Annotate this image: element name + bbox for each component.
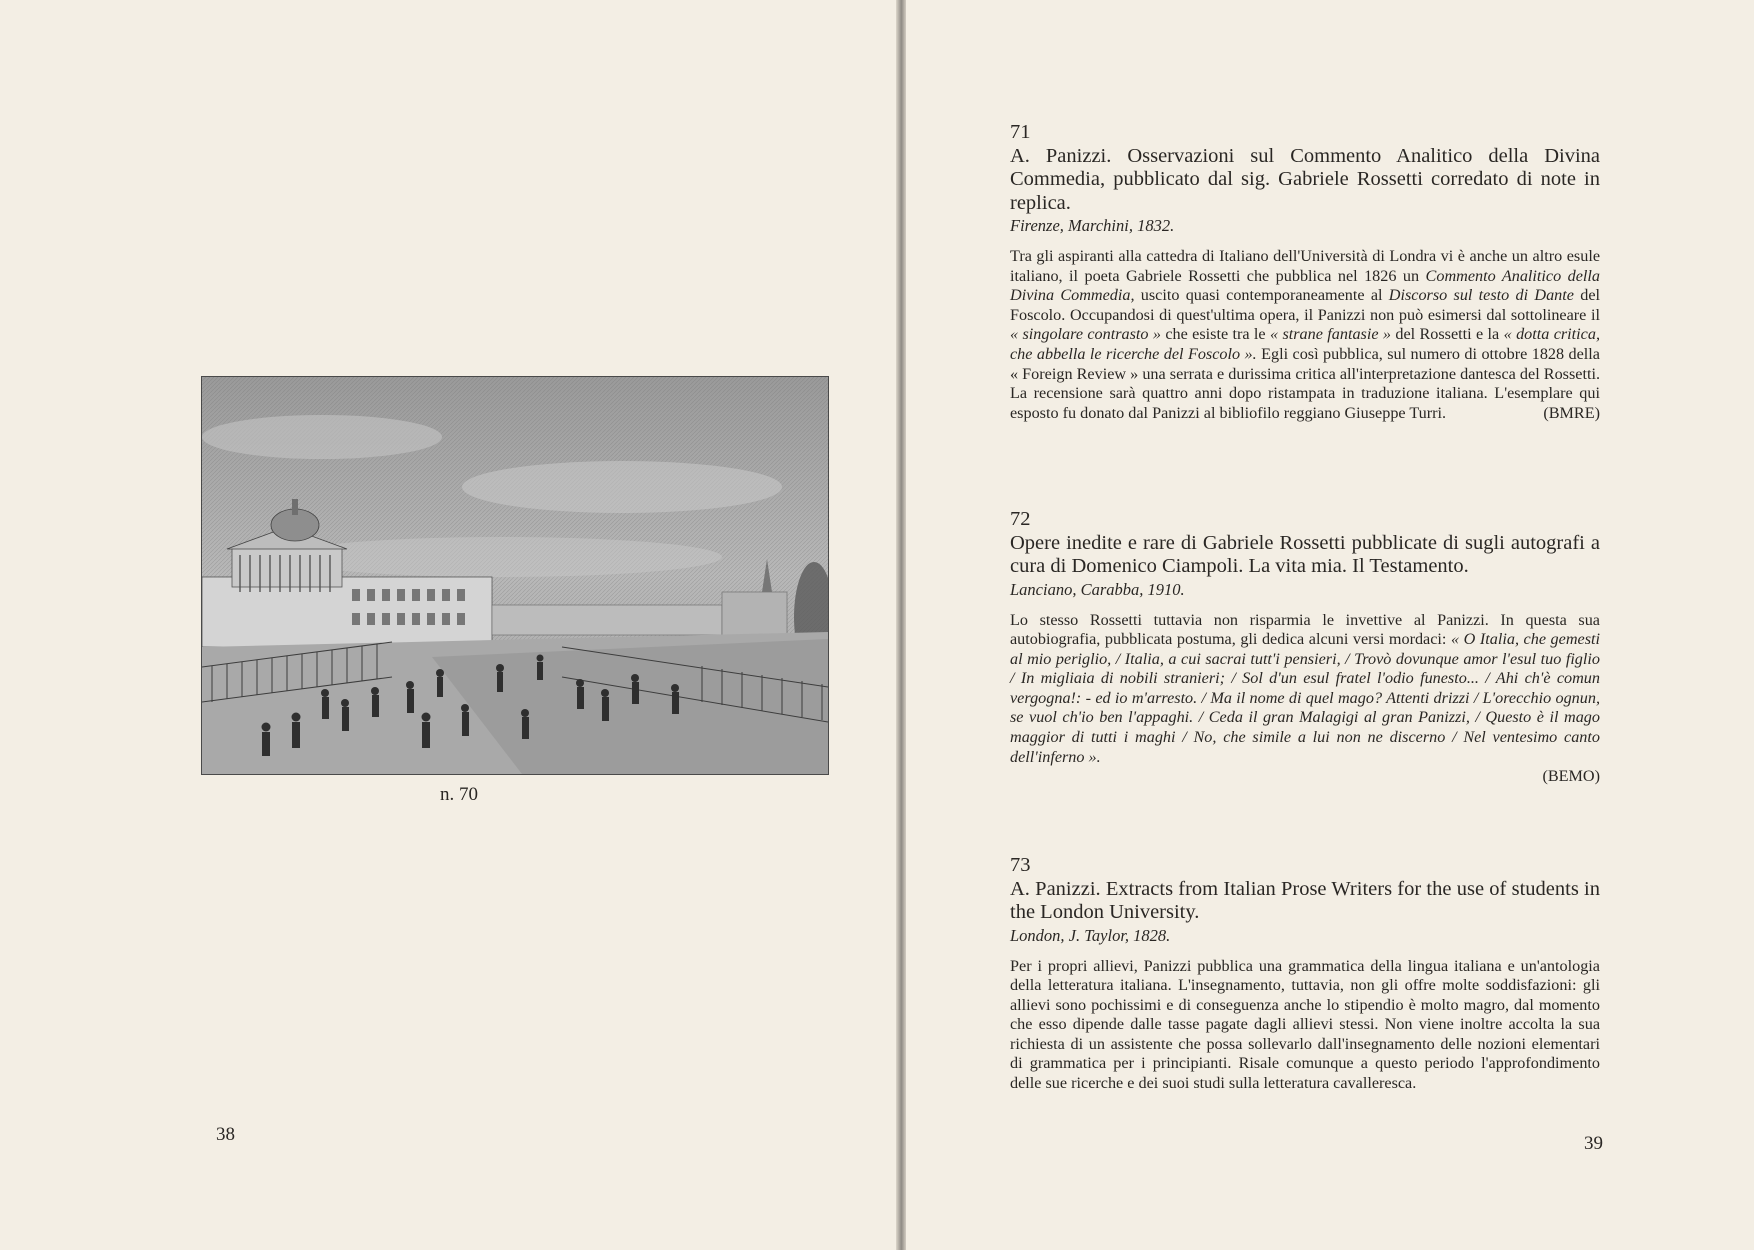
entry-title: Opere inedite e rare di Gabriele Rossetti pubblicate di sugli autografi a cura di Domenico Ciampoli. La vita mia. Il Testamento. xyxy=(1010,531,1600,577)
entry-body: Per i propri allievi, Panizzi pubblica una grammatica della lingua italiana e un'antologia della letteratura italiana. L'insegnamento, tuttavia, non gli offre molte soddisfazioni: gli allievi sono pochissimi e di conseguenza anche lo stipendio è molto magro, dal momento che esso dipende dalle tasse pagate dagli allievi stessi. Non viene inoltre accolta la sua richiesta di un assistente che possa sollevarlo dall'insegnamento delle nozioni elementari di grammatica per i principianti. Risale comunque a questo periodo l'approfondimento delle sue ricerche e dei suoi studi sulla letteratura cavalleresca. xyxy=(1010,956,1600,1093)
figure-caption: n. 70 xyxy=(440,784,478,805)
entry-number: 71 xyxy=(1010,121,1031,143)
engraving-illustration xyxy=(202,377,828,774)
entry-body: Tra gli aspiranti alla cattedra di Italiano dell'Università di Londra vi è anche un altro esule italiano, il poeta Gabriele Rossetti che pubblica nel 1826 un Commento Analitico della Divina Commedia, uscito quasi contemporaneamente al Discorso sul testo di Dante del Foscolo. Occupandosi di quest'ultima opera, il Panizzi non può esimersi dal sottolineare il « singolare contrasto » che esiste tra le « strane fantasie » del Rossetti e la « dotta critica, che abbella le ricerche del Foscolo ». Egli così pubblica, sul numero di ottobre 1828 della « Foreign Review » una serrata e durissima critica all'interpretazione dantesca del Rossetti. La recensione sarà quattro anni dopo ristampata in traduzione italiana. L'esemplare qui esposto fu donato dal Panizzi al bibliofilo reggiano Giuseppe Turri. (BMRE) xyxy=(1010,247,1601,422)
catalog-entry-72 xyxy=(1010,508,1600,787)
entry-title: A. Panizzi. Osservazioni sul Commento Analitico della Divina Commedia, pubblicato dal sig. Gabriele Rossetti corredato di note in replica. xyxy=(1010,144,1600,214)
source-tag: (BEMO) xyxy=(1542,767,1600,786)
engraving-figure xyxy=(201,376,829,775)
source-tag: (BMRE) xyxy=(1543,403,1600,422)
catalog-entry-73 xyxy=(1010,854,1600,1094)
entry-imprint: Lanciano, Carabba, 1910. xyxy=(1010,579,1185,599)
catalog-entry-71 xyxy=(1010,121,1600,423)
page-number-right: 39 xyxy=(1584,1133,1603,1154)
entry-number: 72 xyxy=(1010,508,1031,530)
page-number-left: 38 xyxy=(216,1124,235,1145)
entry-imprint: London, J. Taylor, 1828. xyxy=(1010,925,1171,945)
entry-imprint: Firenze, Marchini, 1832. xyxy=(1010,216,1175,235)
entry-number: 73 xyxy=(1010,854,1031,876)
entry-title: A. Panizzi. Extracts from Italian Prose Writers for the use of students in the London University. xyxy=(1010,877,1600,923)
entry-body: Lo stesso Rossetti tuttavia non risparmia le invettive al Panizzi. In questa sua autobiografia, pubblicata postuma, gli dedica alcuni versi mordaci: « O Italia, che gemesti al mio periglio, / Italia, a cui sacrai tutt'i pensieri, / Trovò dovunque amor l'esul tuo figlio / In migliaia di nobili stranieri; / Sol d'un esul fratel l'odio funesto... / Ahi ch'è comun vergogna!: - ed io m'arresto. / Ma il nome di quel mago? Attenti drizzi / L'orecchio ognun, se vuol ch'io ben l'appaghi. / Ceda il gran Malagigi al gran Panizzi, / Questo è il mago maggior di tutti i maghi / No, che simile a lui non ne discerno / Nel ventesimo canto dell'inferno ». xyxy=(1010,610,1601,766)
